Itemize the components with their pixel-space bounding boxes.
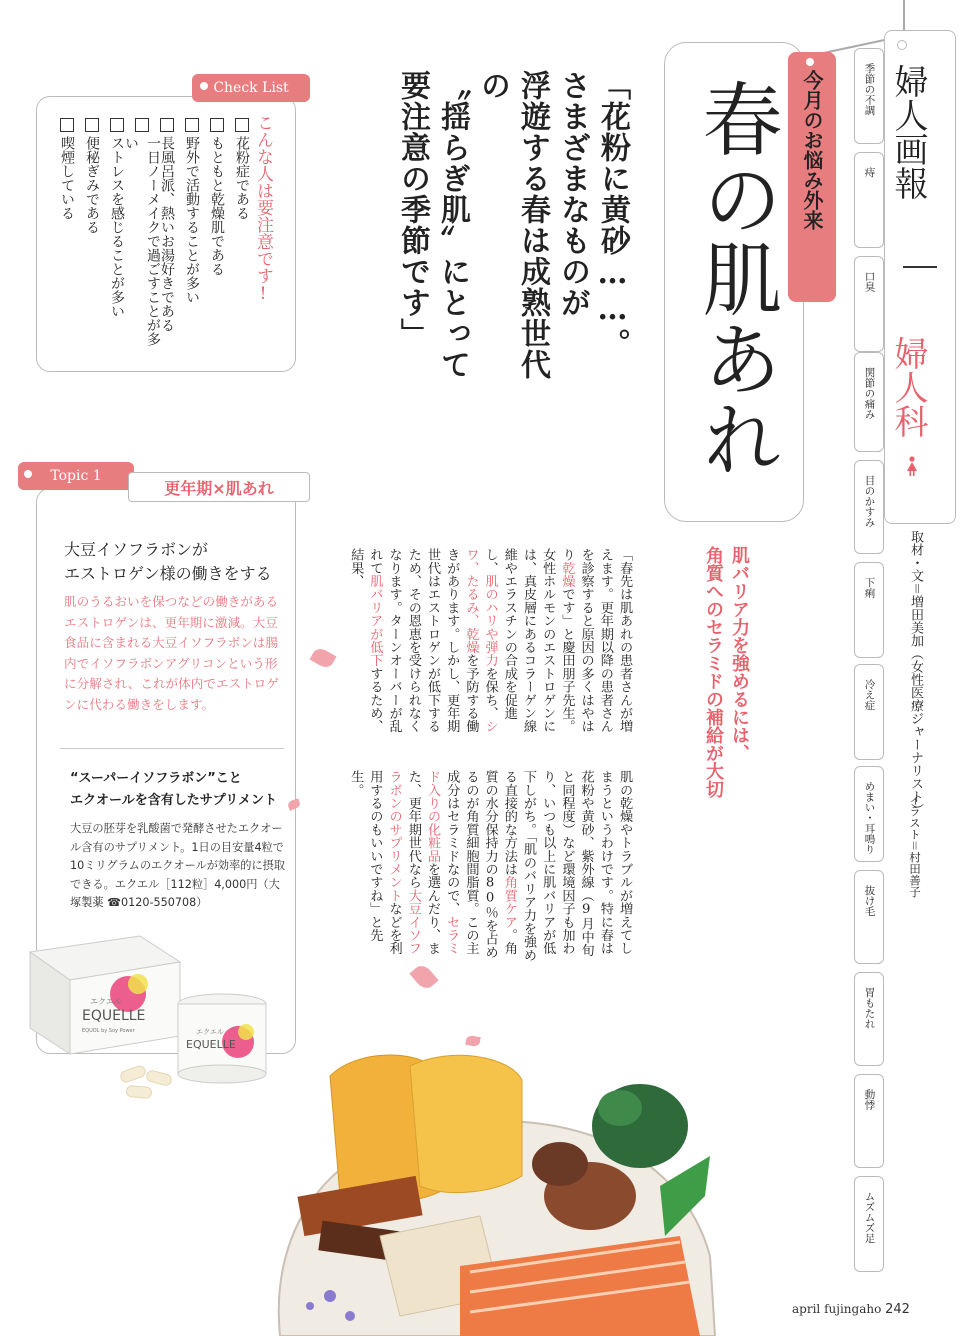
topic-subtitle: 更年期×肌あれ xyxy=(128,472,310,502)
tag-hole xyxy=(806,58,814,66)
body-text: 。角質の水分保持力の80％を占めるのが角質細胞間脂質。この主成分はセラミドなので、 xyxy=(444,770,517,959)
check-item[interactable] xyxy=(181,118,203,358)
index-tab[interactable] xyxy=(854,460,884,554)
index-tab[interactable] xyxy=(854,972,884,1066)
product-box-image xyxy=(20,922,190,1062)
food-illustration xyxy=(260,1036,720,1336)
product-name: EQUELLE xyxy=(186,1038,236,1051)
body-highlight: シワ、たるみ、乾燥 xyxy=(463,548,498,733)
product-jar-image xyxy=(172,990,272,1086)
index-tab[interactable] xyxy=(854,664,884,760)
check-item-label: 喫煙している xyxy=(59,136,75,220)
page-title-part: 春の xyxy=(689,78,782,238)
index-tab[interactable] xyxy=(854,1176,884,1272)
index-tab-label: 季節の不調 xyxy=(863,63,876,116)
body-text: などを利用するのもいいですね」と先生。 xyxy=(348,770,402,955)
check-item-label: 便秘ぎみである xyxy=(84,136,100,234)
check-item-label: 野外で活動することが多い xyxy=(184,136,200,304)
body-text: を予防する働きがあります。しかし、更年期世代はエストロゲンが低下するため、その恩恵を受けられなくなります。ターンオーバーが乱れて xyxy=(367,548,479,733)
pill-image xyxy=(126,1085,153,1099)
divider xyxy=(60,748,284,749)
supplement-heading-line: “スーパーイソフラボン”こと xyxy=(70,771,242,786)
check-item-label: もともと乾燥肌である xyxy=(209,136,225,276)
section-category: 婦人科 xyxy=(888,336,928,438)
body-highlight: 肌バリアが低下 xyxy=(367,574,383,667)
body-text: するため、結果、 xyxy=(348,548,383,733)
divider xyxy=(903,266,937,268)
article-body-upper xyxy=(346,548,634,742)
woman-icon xyxy=(906,456,918,476)
index-tab[interactable] xyxy=(854,766,884,862)
article-subheading-line: 肌バリア力を強めるには、 xyxy=(729,546,750,762)
tag-hole xyxy=(200,82,208,90)
topic-heading-line: 大豆イソフラボンが xyxy=(64,540,209,559)
checkbox[interactable] xyxy=(60,118,74,132)
body-text: 肌の乾燥やトラブルが増えてしまうというわけです。特に春は花粉や黄砂、紫外線（9月中旬と同程度）など環境因子も加わり、いつも以上に肌バリアが低下しがち。「肌のバリア力を強める直接的な方法は xyxy=(501,770,633,962)
index-tab-label: 目のかすみ xyxy=(863,475,876,528)
page-number: 242 xyxy=(885,1302,910,1317)
body-highlight: 大豆イソフラボンのサプリメント xyxy=(386,770,421,955)
headline-line: 「花粉に黄砂……。 xyxy=(595,70,630,359)
topic-heading xyxy=(64,538,284,586)
index-tab-label: 口臭 xyxy=(863,271,876,292)
pill-image xyxy=(145,1069,173,1087)
tag-hole xyxy=(897,40,907,50)
checkbox[interactable] xyxy=(210,118,224,132)
checkbox[interactable] xyxy=(85,118,99,132)
topic-body: 肌のうるおいを保つなどの働きがあるエストロゲンは、更年期に激減。大豆食品に含まれる大豆イソフラボンは腸内でイソフラボンアグリコンという形に分解され、これが体内でエストロゲンに代わる働きをします。 xyxy=(64,594,279,712)
magazine-name: 婦人画報 xyxy=(888,64,928,200)
check-item[interactable] xyxy=(206,118,228,358)
index-tab[interactable] xyxy=(854,352,884,452)
body-text: を保ち、 xyxy=(482,666,498,720)
check-list-tab xyxy=(192,74,310,102)
index-tab-label: ムズムズ足 xyxy=(863,1191,876,1244)
checkbox[interactable] xyxy=(185,118,199,132)
headline-line: さまざまなものが xyxy=(555,70,590,318)
checkbox[interactable] xyxy=(135,118,149,132)
topic-tab-label: Topic 1 xyxy=(50,468,102,484)
topic-tab xyxy=(18,462,134,490)
petal-decoration xyxy=(409,962,438,992)
check-list xyxy=(56,118,253,358)
index-tab-label: めまい・耳鳴り xyxy=(863,781,876,855)
checkbox[interactable] xyxy=(110,118,124,132)
tag-hole xyxy=(24,470,32,478)
body-text: を選んだり、また、更年期世代なら xyxy=(405,770,441,955)
article-body-lower xyxy=(346,770,634,964)
article-subheading-line: 角質へのセラミドの補給が大切 xyxy=(703,546,724,798)
product-kana: エクエル xyxy=(90,997,122,1006)
index-tab-label: 動悸 xyxy=(863,1089,876,1110)
page-footer xyxy=(792,1302,910,1317)
headline-quote xyxy=(392,70,632,400)
check-item[interactable] xyxy=(123,118,161,358)
check-item[interactable] xyxy=(56,118,78,358)
index-tab-label: 痔 xyxy=(863,167,876,178)
body-highlight: 乾燥 xyxy=(559,561,575,588)
check-item-label: ストレスを感じることが多い xyxy=(109,136,125,318)
article-subheading xyxy=(700,546,752,798)
credit-writer: 取材・文＝増田美加（女性医療ジャーナリスト） xyxy=(908,530,923,816)
footer-magazine: april fujingaho xyxy=(792,1302,882,1316)
check-item-label: 花粉症である xyxy=(234,136,250,220)
index-tab-label: 下痢 xyxy=(863,577,876,598)
petal-decoration xyxy=(309,646,336,671)
supplement-body: 大豆の胚芽を乳酸菌で発酵させたエクオール含有のサプリメント。1日の目安量4粒で10ミリグラムのエクオールが効率的に摂取できる。エクエル［112粒］4,000円（大塚製薬 ☎0120-550708） xyxy=(70,822,286,909)
supplement-heading xyxy=(70,768,290,812)
index-tab-label: 関節の痛み xyxy=(863,367,876,420)
check-item[interactable] xyxy=(231,118,253,358)
body-text: です」と慶田朋子先生。女性ホルモンのエストロゲンには、真皮層にあるコラーゲン線維やエラスチンの合成を促進し、 xyxy=(482,548,575,733)
page-title-part: 肌あれ xyxy=(689,238,782,478)
index-tab[interactable] xyxy=(854,562,884,658)
topic-heading-line: エストロゲン様の働きをする xyxy=(64,564,272,583)
index-tab[interactable] xyxy=(854,1074,884,1168)
checkbox[interactable] xyxy=(160,118,174,132)
index-tab-label: 冷え症 xyxy=(863,679,876,711)
headline-line: 要注意の季節です」 xyxy=(395,70,430,349)
product-kana: エクエル xyxy=(196,1028,224,1036)
hanging-string xyxy=(903,0,905,30)
index-tab[interactable] xyxy=(854,152,884,248)
body-highlight: セラミド入りの化粧品 xyxy=(425,770,460,955)
supplement-heading-line: エクオールを含有したサプリメント xyxy=(70,793,277,808)
title-tag-label: 今月のお悩み外来 xyxy=(800,70,824,230)
check-list-tab-label: Check List xyxy=(213,80,289,96)
index-tab[interactable] xyxy=(854,256,884,352)
index-tab-label: 胃もたれ xyxy=(863,987,876,1029)
headline-line: 〝揺らぎ肌〟にとって xyxy=(435,70,470,380)
body-highlight: 角質ケア xyxy=(501,875,517,929)
checkbox[interactable] xyxy=(235,118,249,132)
body-text: 「春先は肌あれの患者さんが増えます。更年期以降の患者さんを診察すると原因の多くはやはり xyxy=(559,548,633,733)
page-title xyxy=(690,78,780,478)
credit-illustrator: イラスト＝村田善子 xyxy=(908,794,922,898)
check-item-label: 長風呂派、熱いお湯好きである xyxy=(159,136,175,332)
index-tab-label: 抜け毛 xyxy=(863,885,876,917)
product-name: EQUELLE xyxy=(82,1008,146,1024)
body-highlight: 肌のハリや弾力 xyxy=(482,574,498,667)
check-item[interactable] xyxy=(81,118,103,358)
headline-line: 浮遊する春は成熟世代の xyxy=(475,70,550,380)
pill-image xyxy=(119,1064,148,1084)
check-item-label: 一日ノーメイクで過ごすことが多い xyxy=(123,135,161,346)
index-tab[interactable] xyxy=(854,870,884,964)
index-tab[interactable] xyxy=(854,48,884,144)
check-item[interactable] xyxy=(156,118,178,358)
check-list-title: こんな人は要注意です! xyxy=(253,114,273,304)
product-small: EQUOL by Soy Power xyxy=(82,1028,135,1034)
